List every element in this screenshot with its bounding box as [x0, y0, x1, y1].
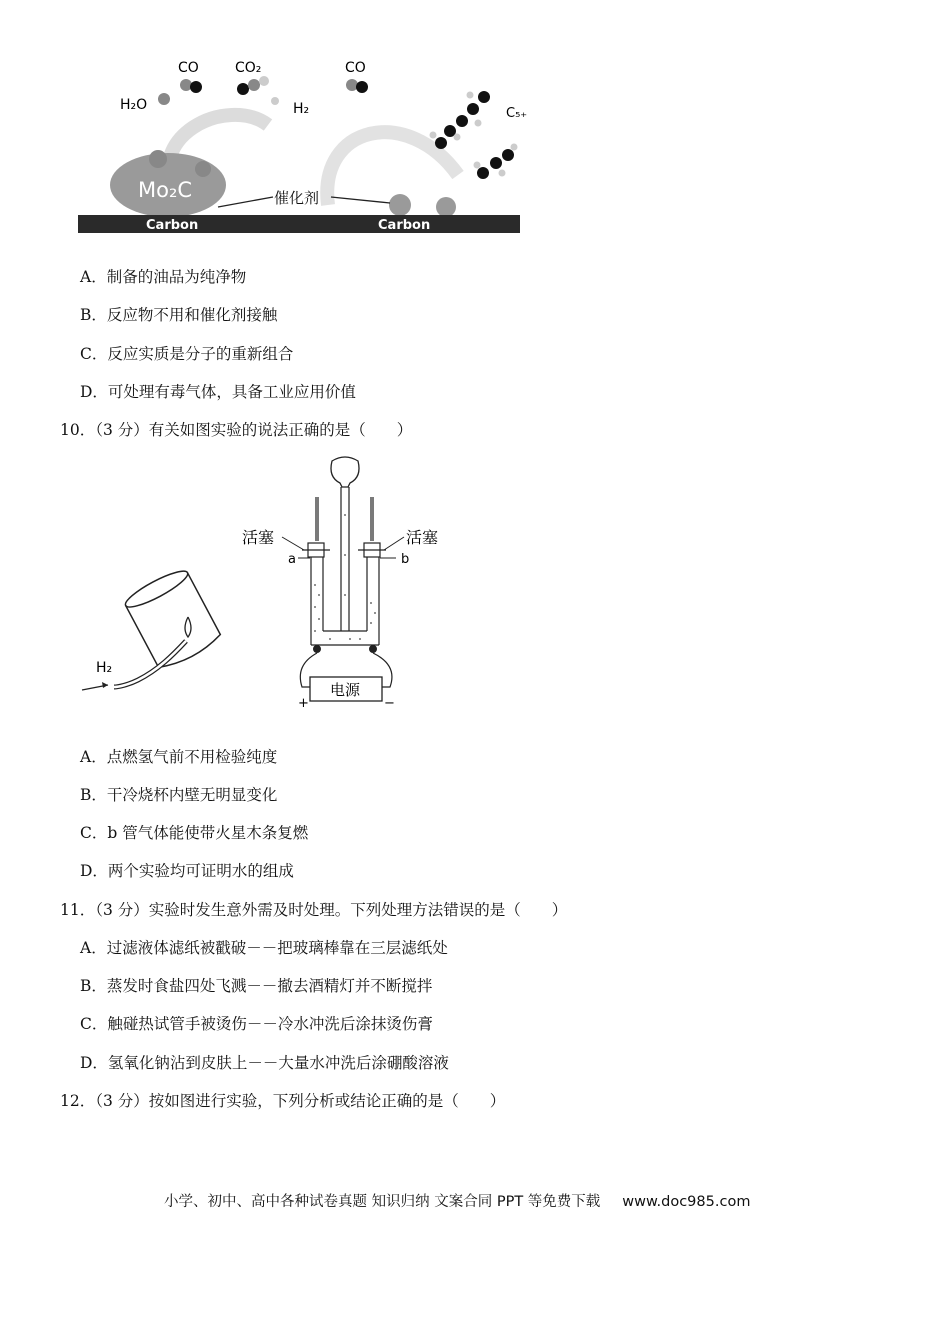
plus-label: + [298, 696, 309, 711]
molecule-icon [190, 81, 202, 93]
leader-line [331, 197, 390, 203]
option-a: A．过滤液体滤纸被戳破－－把玻璃棒靠在三层滤纸处 [80, 939, 448, 957]
option-b: B．反应物不用和催化剂接触 [80, 306, 278, 324]
molecule-icon [271, 97, 279, 105]
carbon-label: Carbon [378, 218, 431, 233]
option-b: B．蒸发时食盐四处飞溅－－撤去酒精灯并不断搅拌 [80, 977, 433, 995]
option-d: D．可处理有毒气体，具备工业应用价值 [80, 383, 356, 401]
question-12-stem: 12．（3 分）按如图进行实验，下列分析或结论正确的是（ ） [60, 1092, 506, 1110]
minus-label: − [384, 696, 395, 711]
question-11-stem: 11．（3 分）实验时发生意外需及时处理。下列处理方法错误的是（ ） [60, 901, 568, 919]
electrolysis-figure [240, 455, 460, 715]
molecule-icon [346, 79, 358, 91]
pt-atom [149, 150, 167, 168]
footer-text: 小学、初中、高中各种试卷真题 知识归纳 文案合同 PPT 等免费下载 [164, 1194, 601, 1210]
molecule-label: CO [345, 60, 366, 76]
mo2c-label: Mo₂C [138, 178, 193, 202]
catalyst-label: 催化剂 [274, 189, 320, 207]
option-b: B．干冷烧杯内壁无明显变化 [80, 786, 278, 804]
carbon-label: Carbon [146, 218, 199, 233]
electrode [369, 645, 377, 653]
hydrogen-burning-figure [78, 575, 228, 700]
ru-atom [436, 197, 456, 217]
molecule-label: H₂O [120, 97, 148, 113]
h2-label: H₂ [96, 660, 113, 676]
molecule-icon [237, 83, 249, 95]
power-label: 电源 [330, 681, 361, 699]
molecule-label: H₂ [293, 101, 310, 117]
page-footer [164, 1190, 750, 1211]
carbon-support [78, 215, 520, 233]
option-d: D．氢氧化钠沾到皮肤上－－大量水冲洗后涂硼酸溶液 [80, 1054, 449, 1072]
pt-atom [195, 161, 211, 177]
electrode [313, 645, 321, 653]
option-d: D．两个实验均可证明水的组成 [80, 862, 294, 880]
molecule-icon [158, 93, 170, 105]
molecule-label: CO [178, 60, 199, 76]
funnel-icon [331, 457, 359, 487]
flame-icon [185, 617, 191, 637]
molecule-icon [259, 76, 269, 86]
hydrocarbon-chain [474, 144, 518, 180]
leader-line [218, 197, 273, 207]
tube-b-label: b [401, 552, 410, 567]
molecule-icon [180, 79, 192, 91]
tube-a-label: a [288, 552, 296, 567]
option-c: C．反应实质是分子的重新组合 [80, 345, 294, 363]
option-a: A．点燃氢气前不用检验纯度 [80, 748, 278, 766]
molecule-icon [248, 79, 260, 91]
option-a: A．制备的油品为纯净物 [80, 268, 247, 286]
molecule-icon [356, 81, 368, 93]
hydrocarbon-chain [430, 91, 491, 149]
option-c: C．b 管气体能使带火星木条复燃 [80, 824, 309, 842]
valve-right-label: 活塞 [406, 528, 439, 547]
valve-left-label: 活塞 [242, 528, 275, 547]
molecule-label: C₅₊ [506, 106, 528, 121]
ru-atom [389, 194, 411, 216]
option-c: C．触碰热试管手被烫伤－－冷水冲洗后涂抹烫伤膏 [80, 1015, 433, 1033]
molecule-label: CO₂ [235, 60, 262, 76]
question-10-stem: 10．（3 分）有关如图实验的说法正确的是（ ） [60, 421, 413, 439]
catalyst-figure [78, 55, 528, 237]
footer-url[interactable]: www.doc985.com [622, 1194, 751, 1210]
